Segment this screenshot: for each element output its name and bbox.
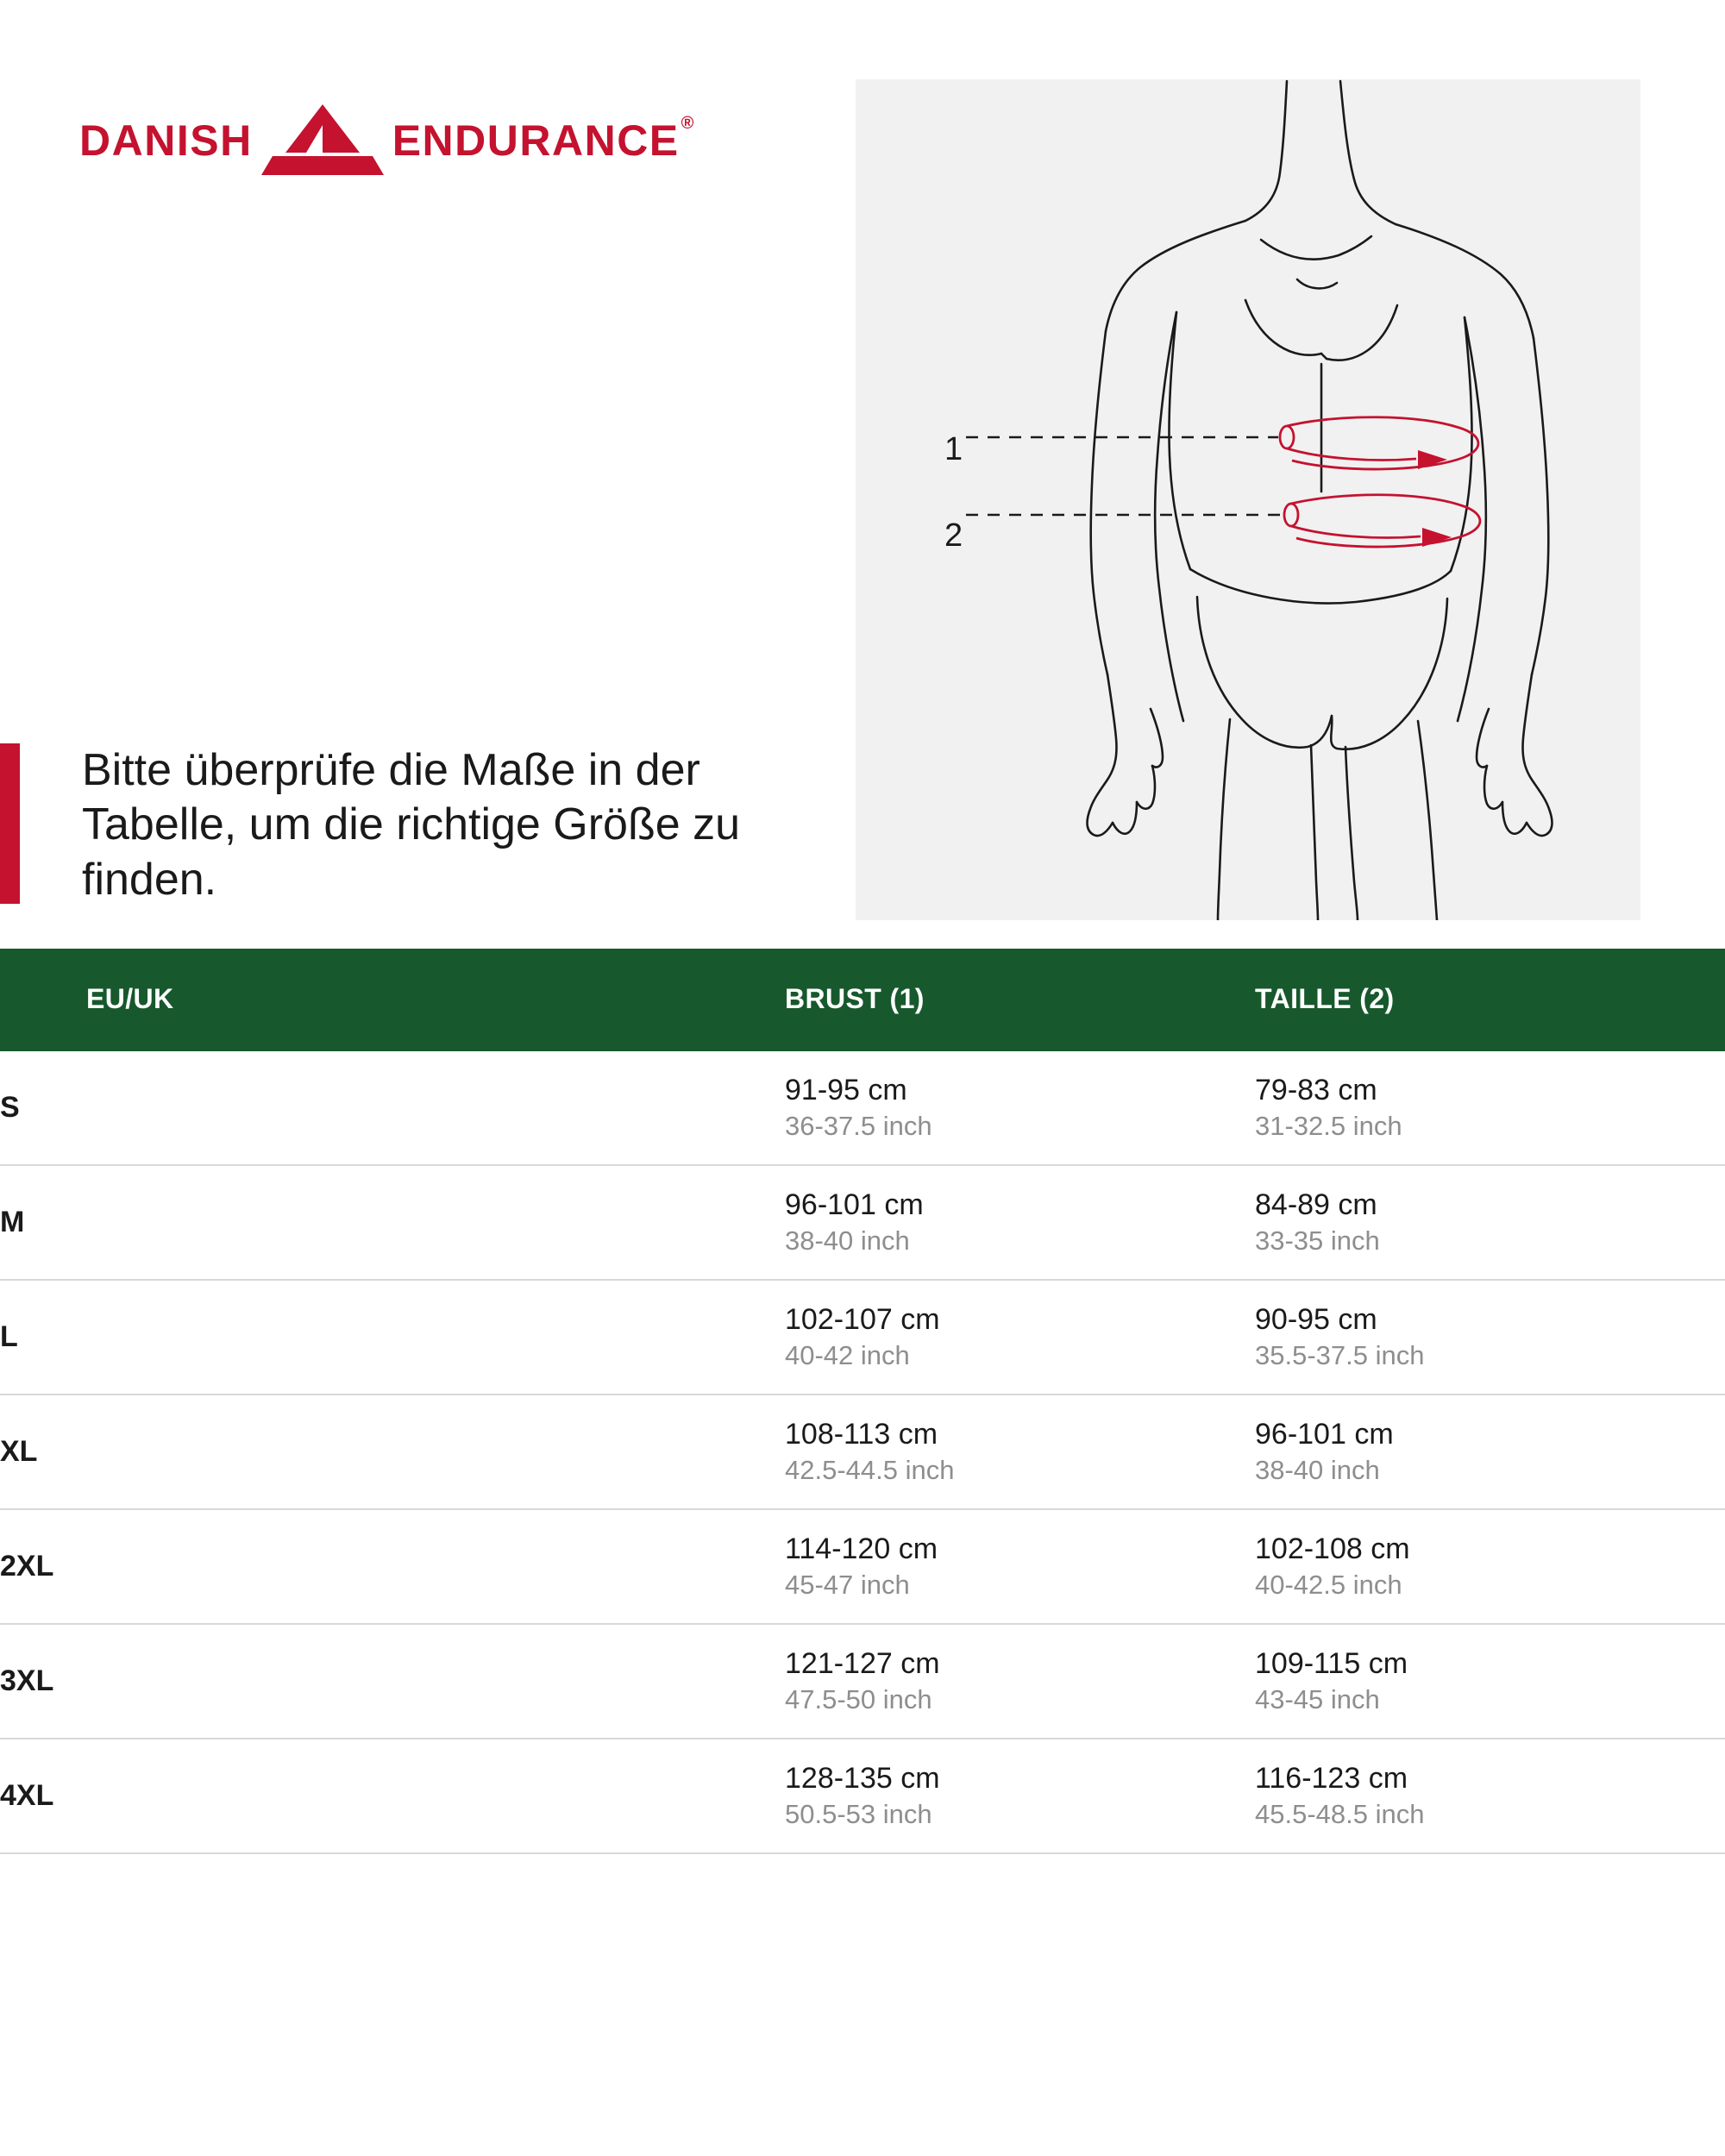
cell-chest [785, 1509, 1255, 1624]
cell-chest-cm: 114-120 cm [785, 1532, 938, 1565]
cell-waist [1255, 1395, 1725, 1509]
cell-size: XL [0, 1395, 785, 1509]
cell-chest-inch: 50.5-53 inch [785, 1799, 932, 1830]
cell-size: L [0, 1280, 785, 1395]
cell-size: 3XL [0, 1624, 785, 1739]
column-header-size: EU/UK [0, 949, 785, 1051]
cell-waist [1255, 1739, 1725, 1853]
cell-waist [1255, 1624, 1725, 1739]
column-header-waist: TAILLE (2) [1255, 949, 1725, 1051]
cell-waist-inch: 33-35 inch [1255, 1225, 1380, 1257]
table-row [0, 1395, 1725, 1509]
table-row [0, 1165, 1725, 1280]
cell-chest [785, 1280, 1255, 1395]
callout-number-waist: 2 [944, 517, 963, 554]
column-header-chest: BRUST (1) [785, 949, 1255, 1051]
callout-number-chest: 1 [944, 431, 963, 467]
cell-waist-inch: 43-45 inch [1255, 1684, 1380, 1715]
cell-size: M [0, 1165, 785, 1280]
table-header [0, 949, 1725, 1051]
cell-waist [1255, 1509, 1725, 1624]
table-row [0, 1051, 1725, 1165]
cell-chest [785, 1051, 1255, 1165]
cell-size: 4XL [0, 1739, 785, 1853]
brand-name-right: ENDURANCE [392, 116, 680, 165]
cell-waist [1255, 1051, 1725, 1165]
cell-chest-inch: 45-47 inch [785, 1570, 910, 1601]
measurement-illustration [856, 79, 1640, 920]
page-title: Bitte überprüfe die Maße in der Tabelle, um die richtige Größe zu finden. [82, 745, 741, 905]
cell-chest [785, 1739, 1255, 1853]
size-chart-table [0, 949, 1725, 1854]
cell-chest-cm: 108-113 cm [785, 1417, 938, 1451]
header-section [0, 0, 1725, 949]
cell-waist-inch: 35.5-37.5 inch [1255, 1340, 1425, 1371]
cell-waist-cm: 102-108 cm [1255, 1532, 1410, 1565]
waist-measure-loop [1284, 495, 1480, 547]
registered-trademark-icon: ® [681, 114, 694, 133]
cell-chest-cm: 128-135 cm [785, 1761, 940, 1795]
table-row [0, 1739, 1725, 1853]
brand-logo [79, 99, 693, 181]
table-row [0, 1509, 1725, 1624]
cell-chest-cm: 102-107 cm [785, 1302, 940, 1336]
table-header-row [0, 949, 1725, 1051]
table-row [0, 1280, 1725, 1395]
cell-waist-cm: 79-83 cm [1255, 1073, 1377, 1106]
cell-chest-cm: 91-95 cm [785, 1073, 907, 1106]
male-torso-figure-icon [856, 79, 1640, 920]
cell-chest-inch: 42.5-44.5 inch [785, 1455, 955, 1486]
cell-waist-inch: 38-40 inch [1255, 1455, 1380, 1486]
cell-chest-inch: 36-37.5 inch [785, 1111, 932, 1142]
table-body [0, 1051, 1725, 1853]
cell-chest [785, 1624, 1255, 1739]
cell-waist-inch: 31-32.5 inch [1255, 1111, 1402, 1142]
cell-chest-inch: 47.5-50 inch [785, 1684, 932, 1715]
cell-waist-inch: 40-42.5 inch [1255, 1570, 1402, 1601]
cell-chest-inch: 40-42 inch [785, 1340, 910, 1371]
cell-waist-cm: 109-115 cm [1255, 1646, 1408, 1680]
cell-chest [785, 1165, 1255, 1280]
table-row [0, 1624, 1725, 1739]
cell-waist-inch: 45.5-48.5 inch [1255, 1799, 1425, 1830]
accent-bar [0, 743, 20, 904]
cell-size: S [0, 1051, 785, 1165]
cell-chest-cm: 121-127 cm [785, 1646, 940, 1680]
cell-waist-cm: 84-89 cm [1255, 1188, 1377, 1221]
cell-waist-cm: 116-123 cm [1255, 1761, 1408, 1795]
cell-size: 2XL [0, 1509, 785, 1624]
cell-chest-cm: 96-101 cm [785, 1188, 924, 1221]
cell-waist [1255, 1280, 1725, 1395]
brand-name-left: DANISH [79, 116, 253, 165]
cell-waist [1255, 1165, 1725, 1280]
cell-chest [785, 1395, 1255, 1509]
headline-block [0, 743, 858, 907]
cell-waist-cm: 96-101 cm [1255, 1417, 1394, 1451]
danish-endurance-triangle-logo-icon [258, 99, 387, 181]
cell-waist-cm: 90-95 cm [1255, 1302, 1377, 1336]
cell-chest-inch: 38-40 inch [785, 1225, 910, 1257]
chest-measure-loop [1280, 417, 1478, 469]
